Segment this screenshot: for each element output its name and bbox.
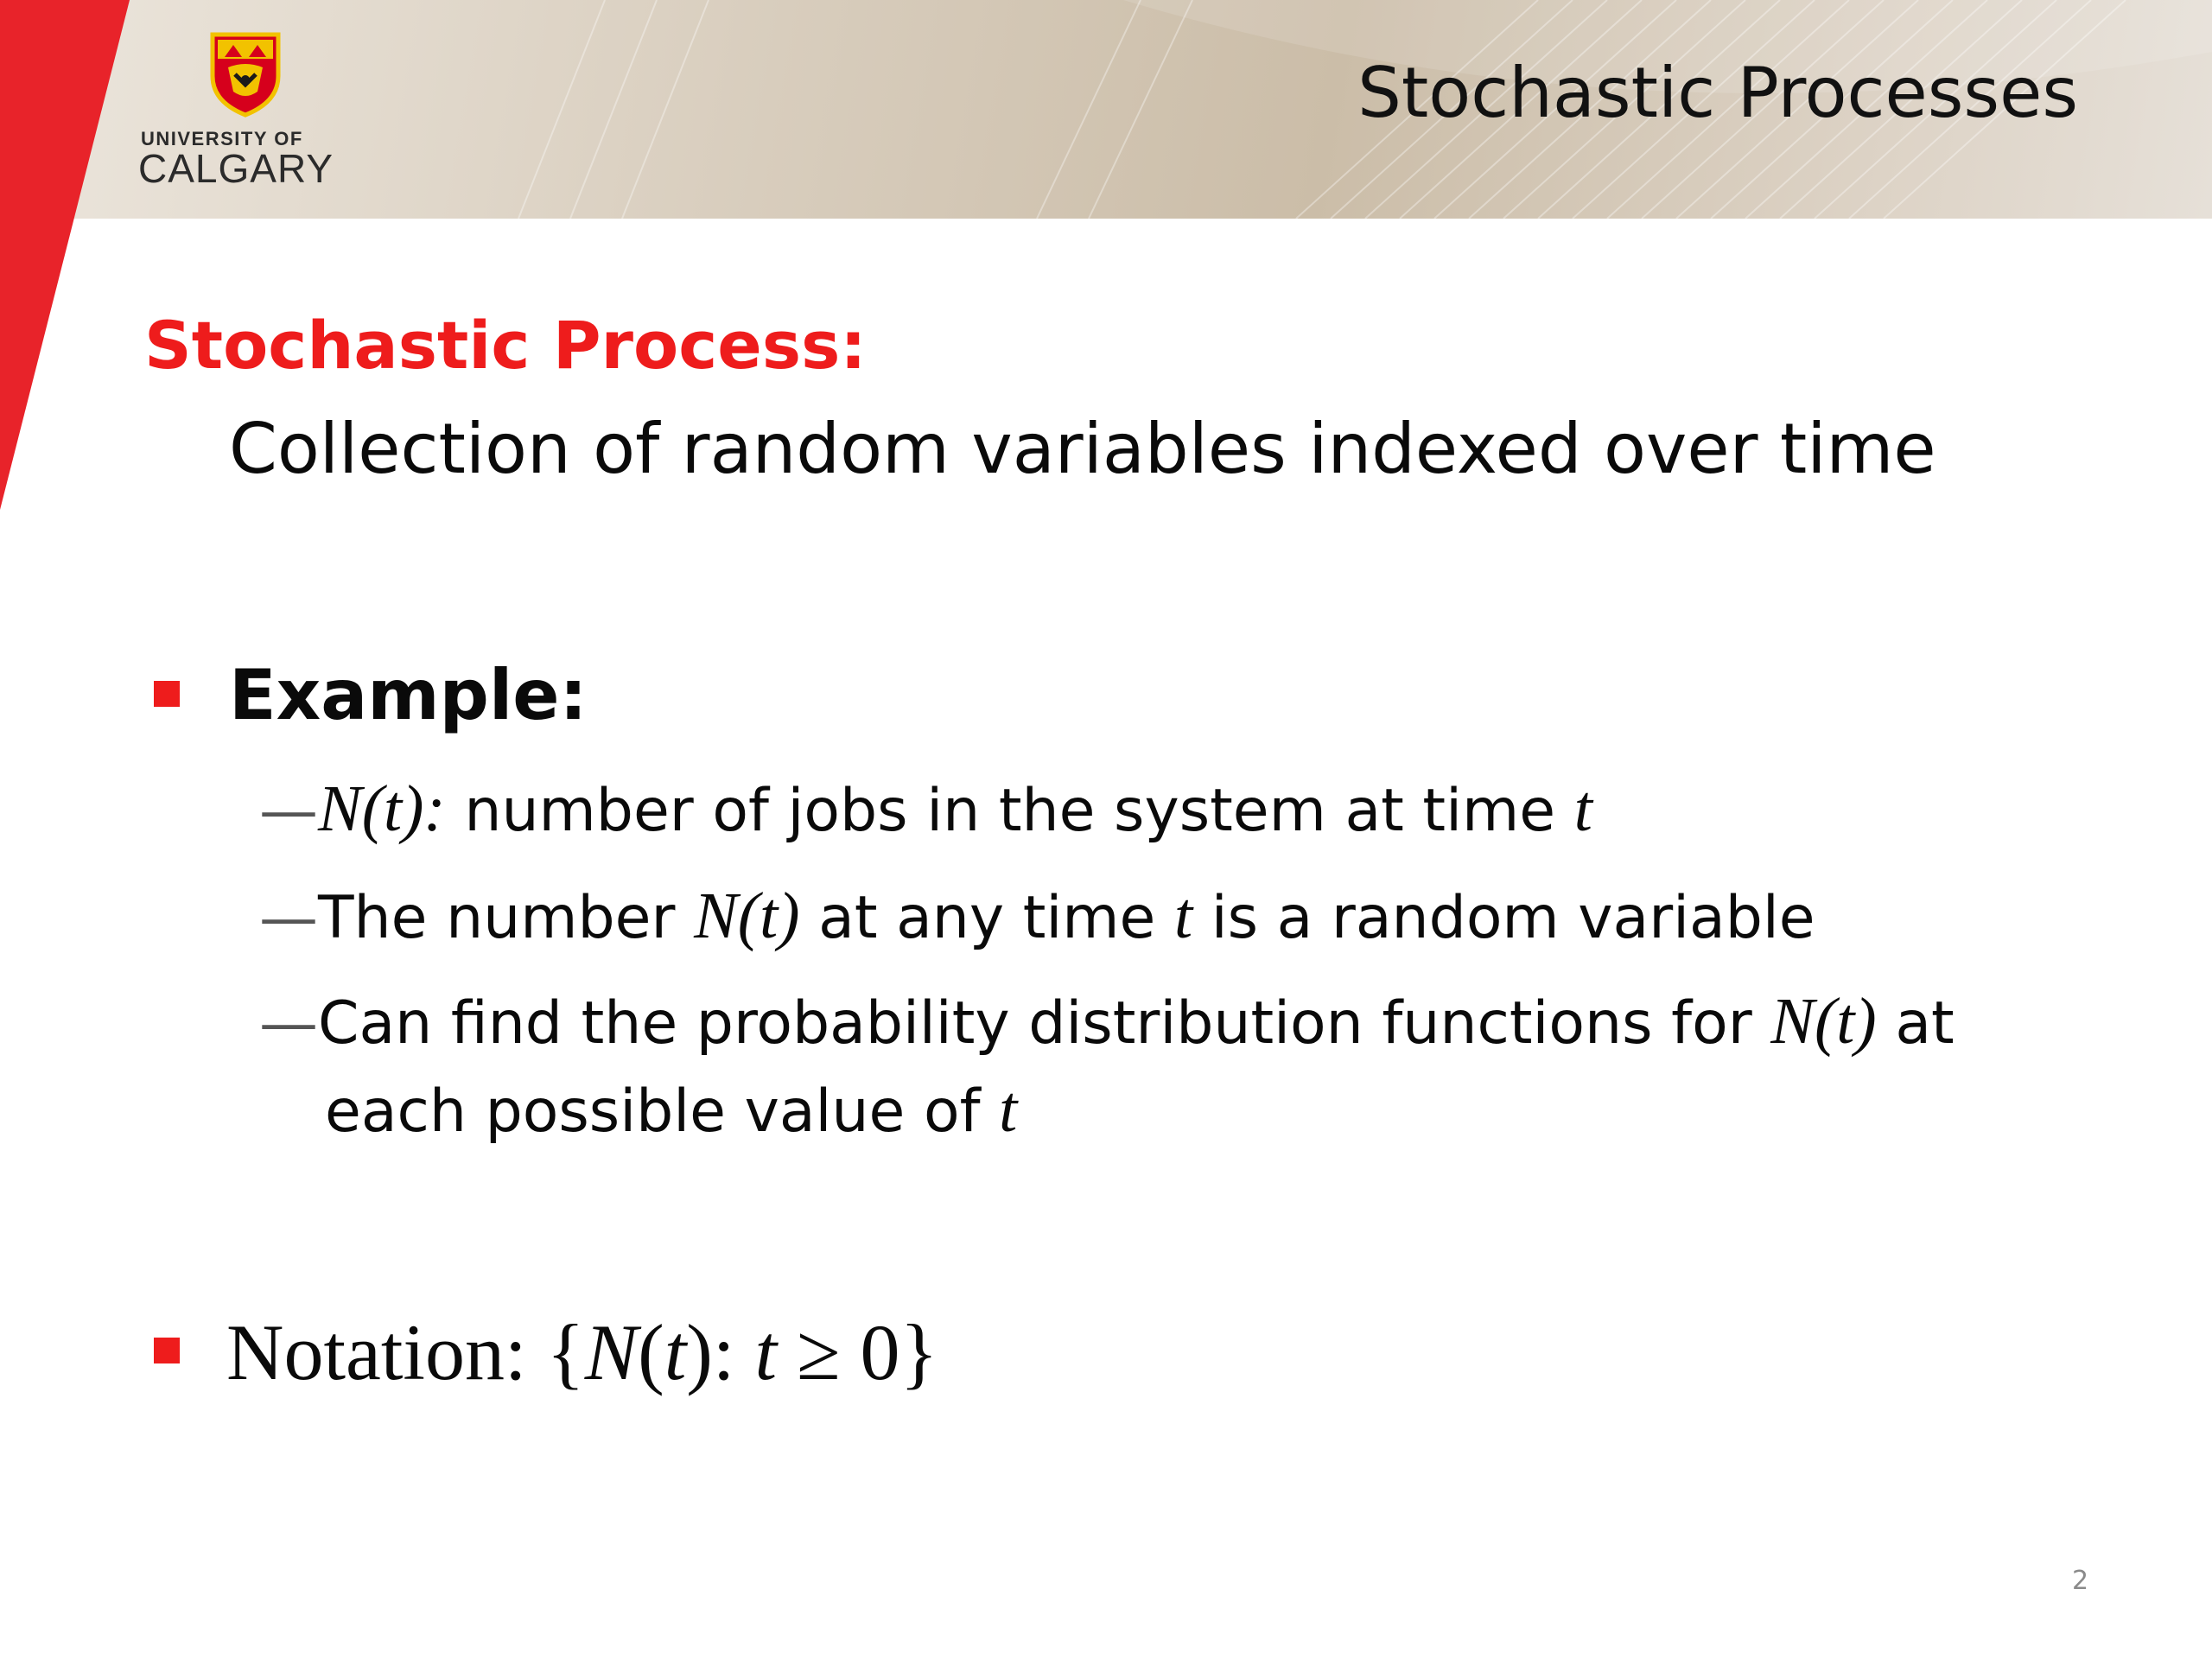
slide-title: Stochastic Processes [1357, 53, 2078, 133]
page-number: 2 [2072, 1566, 2089, 1596]
math-text: t [999, 1073, 1018, 1146]
notation-math: t [664, 1308, 687, 1396]
bullet-square [154, 1338, 180, 1363]
math-text: N(t): [318, 772, 446, 845]
university-crest-icon [209, 31, 282, 118]
dash-bullet: — [259, 989, 318, 1058]
red-accent-band [0, 0, 138, 518]
notation-math: ≥ 0 [777, 1308, 900, 1396]
example-label: Example: [229, 655, 588, 735]
logo-text-university-of: UNIVERSITY OF [141, 128, 303, 149]
example-item-2 [259, 873, 1815, 962]
dash-bullet: — [259, 777, 318, 845]
example-item-3 [259, 978, 1955, 1067]
logo-text-calgary: CALGARY [138, 146, 334, 191]
example-item-1 [259, 766, 1592, 855]
item-text: Can find the probability distribution functions for [318, 989, 1771, 1058]
notation-brace: { [546, 1308, 585, 1396]
notation-brace: } [899, 1308, 938, 1396]
math-text: t [1173, 880, 1193, 952]
notation-math: N [584, 1308, 639, 1396]
item-text: at any time [799, 884, 1174, 952]
bullet-square [154, 681, 180, 707]
university-logo [138, 28, 363, 192]
item-text: is a random variable [1192, 884, 1815, 952]
item-text: at [1876, 989, 1955, 1058]
definition-term: Stochastic Process: [144, 307, 867, 384]
notation-math: ( [638, 1308, 664, 1396]
example-item-3-continuation [259, 1066, 1017, 1155]
notation-math: t [734, 1308, 778, 1396]
definition-text: Collection of random variables indexed over time [229, 409, 1936, 489]
math-text: N(t) [694, 880, 800, 952]
item-text: each possible value of [325, 1077, 1000, 1146]
item-text: The number [318, 884, 695, 952]
dash-bullet: — [259, 884, 318, 952]
slide-header [0, 0, 2212, 219]
notation-label: Notation: [226, 1308, 547, 1396]
notation-math: ): [686, 1308, 735, 1396]
math-text: N(t) [1770, 985, 1877, 1058]
math-text: t [1573, 772, 1592, 845]
item-text: number of jobs in the system at time [445, 777, 1574, 845]
notation-line [226, 1296, 938, 1408]
